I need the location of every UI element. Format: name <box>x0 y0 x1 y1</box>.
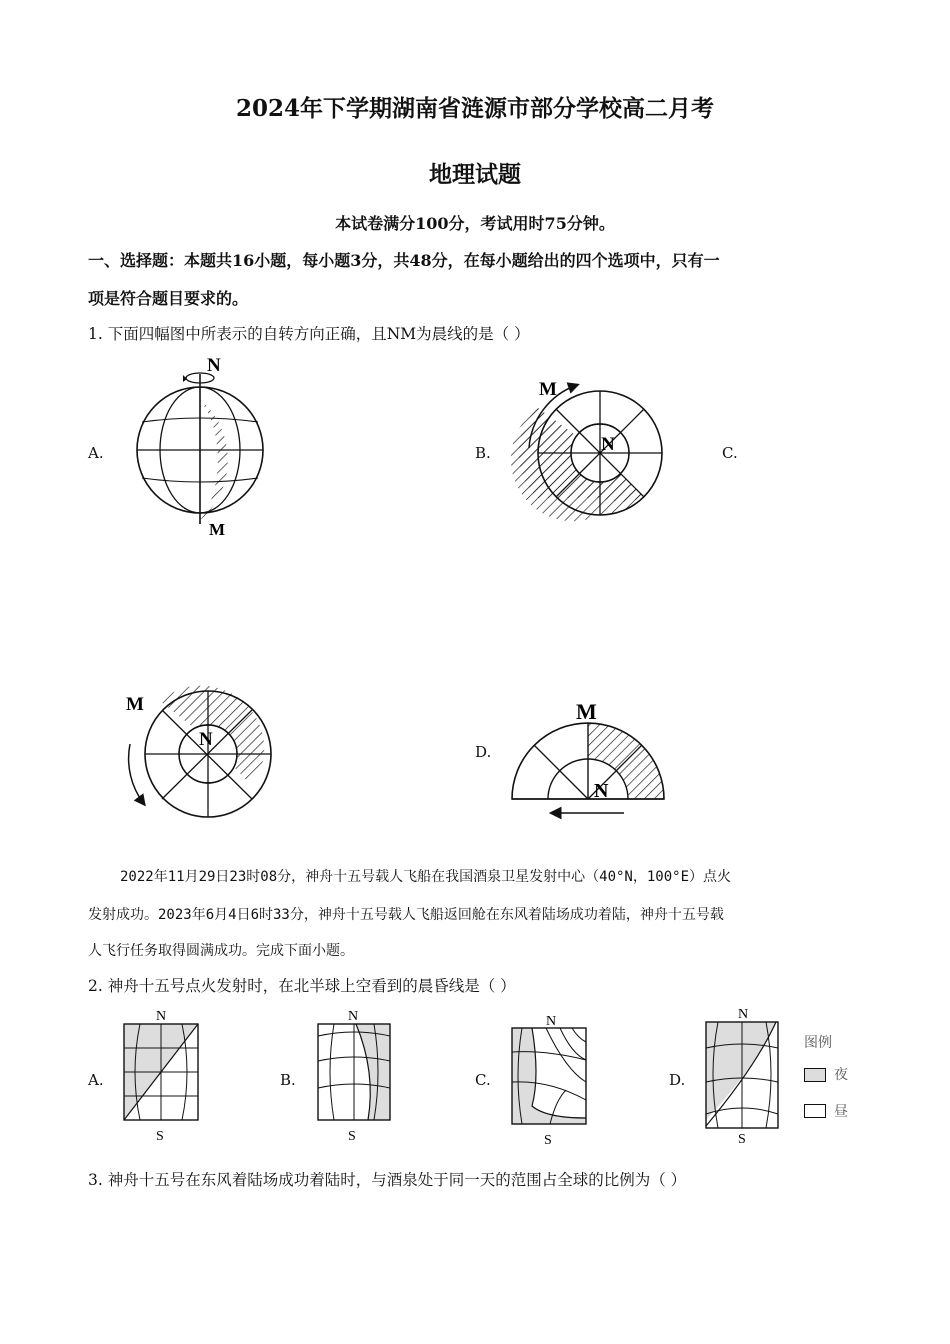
q2b-n: N <box>348 1009 359 1024</box>
exam-note: 本试卷满分100分，考试用时75分钟。 <box>335 214 615 233</box>
q2-option-c-label: C. <box>475 1071 491 1089</box>
q2-stem: 2. 神舟十五号点火发射时，在北半球上空看到的晨昏线是（ ） <box>88 977 516 995</box>
q2-option-d-label: D. <box>669 1071 686 1089</box>
q1c-m-label: M <box>126 694 144 715</box>
passage-line3: 人飞行任务取得圆满成功。完成下面小题。 <box>88 943 354 959</box>
q1-figure-c <box>120 686 280 816</box>
section-heading-line2: 项是符合题目要求的。 <box>88 289 249 308</box>
q2-figure-a <box>118 1006 208 1146</box>
q1-option-d-label: D. <box>475 743 492 761</box>
q2-option-b-label: B. <box>280 1071 296 1089</box>
q1-option-b-label: B. <box>475 444 491 462</box>
legend-day-swatch <box>804 1104 826 1118</box>
q2a-s: S <box>156 1129 164 1144</box>
q2-figure-c <box>506 1010 596 1150</box>
passage-line1: 2022年11月29日23时08分，神舟十五号载人飞船在我国酒泉卫星发射中心（40°N，100°E）点火 <box>120 869 732 885</box>
q2c-n: N <box>546 1014 557 1029</box>
legend-night-label: 夜 <box>834 1067 848 1083</box>
q3-stem: 3. 神舟十五号在东风着陆场成功着陆时，与酒泉处于同一天的范围占全球的比例为（ ） <box>88 1171 687 1189</box>
section-heading-line1: 一、选择题：本题共16小题，每小题3分，共48分，在每小题给出的四个选项中，只有一 <box>88 251 720 270</box>
q1d-n-label: N <box>594 780 609 802</box>
page-title: 2024年下学期湖南省涟源市部分学校高二月考 <box>235 95 714 122</box>
q2a-n: N <box>156 1009 167 1024</box>
q2-figure-b <box>312 1006 402 1146</box>
passage-line2: 发射成功。2023年6月4日6时33分，神舟十五号载人飞船返回舱在东风着陆场成功着陆，神舟十五号载 <box>88 907 724 923</box>
q1a-n-label: N <box>207 355 221 376</box>
q2c-s: S <box>544 1133 552 1148</box>
q1b-n-label: N <box>601 434 615 455</box>
q2d-s: S <box>738 1132 746 1147</box>
q2b-s: S <box>348 1129 356 1144</box>
q2d-n: N <box>738 1007 749 1022</box>
q1-figure-a <box>130 352 275 542</box>
legend-night-swatch <box>804 1068 826 1082</box>
q1-option-c-label: C. <box>722 444 738 462</box>
q2-option-a-label: A. <box>88 1071 104 1089</box>
q1c-n-label: N <box>199 729 213 750</box>
q1d-m-label: M <box>576 699 597 724</box>
q1b-m-label: M <box>539 379 557 400</box>
q1a-m-label: M <box>209 520 226 539</box>
q1-figure-d <box>510 695 670 825</box>
page-subtitle: 地理试题 <box>429 161 521 188</box>
q1-stem: 1. 下面四幅图中所表示的自转方向正确，且NM为晨线的是（ ） <box>88 325 530 343</box>
q1-option-a-label: A. <box>88 444 104 462</box>
q2-figure-d <box>700 1006 790 1146</box>
legend-day-label: 昼 <box>834 1104 848 1120</box>
legend-title: 图例 <box>804 1035 832 1051</box>
q1-figure-b <box>515 372 675 532</box>
